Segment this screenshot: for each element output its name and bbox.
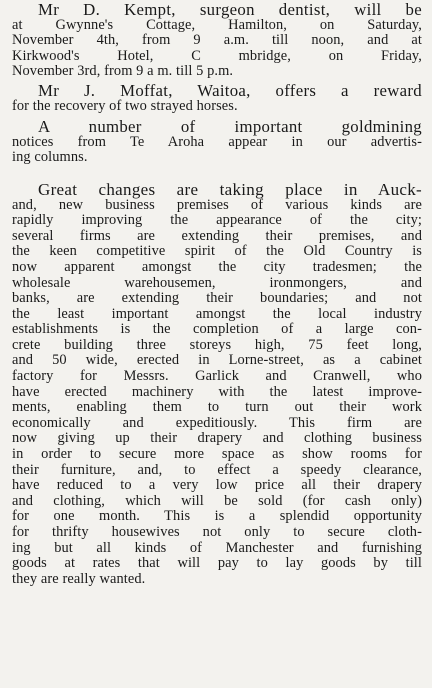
text-line: November 3rd, from 9 a m. till 5 p.m.: [12, 63, 234, 80]
text-line: ing columns.: [12, 149, 88, 166]
text-line: in order to secure more space as show rooms for: [12, 446, 422, 463]
text-line: they are really wanted.: [12, 570, 146, 587]
text-line: now giving up their drapery and clothing business: [12, 430, 422, 447]
notice-goldmining: [12, 119, 422, 166]
text-line: now apparent amongst the city tradesmen; the: [12, 258, 422, 275]
text-line: and, new business premises of various kinds are: [12, 196, 422, 213]
text-line: Mr J. Moffat, Waitoa, offers a reward: [38, 80, 422, 100]
text-line: banks, are extending their boundaries; and not: [12, 290, 422, 307]
text-line: November 4th, from 9 a.m. till noon, and at: [12, 32, 422, 49]
text-line: have reduced to a very low price all their drapery: [12, 477, 422, 494]
text-line: Great changes are taking place in Auck-: [38, 179, 422, 199]
text-line: several firms are extending their premises, and: [12, 227, 422, 244]
text-line: their furniture, and, to effect a speedy clearance,: [12, 461, 422, 478]
text-line: economically and expeditiously. This firm are: [12, 414, 422, 431]
text-line: have erected machinery with the latest improve-: [12, 383, 422, 400]
text-line: rapidly improving the appearance of the city;: [12, 212, 422, 229]
text-line: for the recovery of two strayed horses.: [12, 97, 238, 114]
text-line: establishments is the completion of a large con-: [12, 321, 422, 338]
text-line: the keen competitive spirit of the Old Country is: [12, 243, 422, 260]
text-line: ments, enabling them to turn out their work: [12, 399, 422, 416]
notice-moffat-reward: [12, 80, 422, 114]
text-line: and clothing, which will be sold (for cash only): [12, 492, 422, 509]
text-line: Kirkwood's Hotel, C mbridge, on Friday,: [12, 47, 422, 64]
notice-kempt-dentist: [12, 2, 422, 80]
text-line: for one month. This is a splendid opportunity: [12, 508, 422, 525]
text-line: A number of important goldmining: [38, 117, 422, 137]
text-line: for thrifty housewives not only to secure cloth-: [12, 524, 422, 540]
text-line: Mr D. Kempt, surgeon dentist, will be: [38, 0, 422, 19]
text-line: wholesale warehousemen, ironmongers, and: [12, 274, 422, 291]
text-line: ing but all kinds of Manchester and furnishing: [12, 539, 422, 556]
text-line: goods at rates that will pay to lay goods by till: [12, 555, 422, 572]
text-line: the least important amongst the local industry: [12, 305, 422, 322]
article-auckland-changes: [12, 179, 422, 587]
text-line: at Gwynne's Cottage, Hamilton, on Saturday,: [12, 16, 422, 33]
text-line: crete building three storeys high, 75 feet long,: [12, 336, 422, 353]
text-line: factory for Messrs. Garlick and Cranwell, who: [12, 368, 422, 385]
text-line: and 50 wide, erected in Lorne-street, as a cabinet: [12, 352, 422, 369]
text-line: notices from Te Aroha appear in our advertis-: [12, 133, 422, 150]
